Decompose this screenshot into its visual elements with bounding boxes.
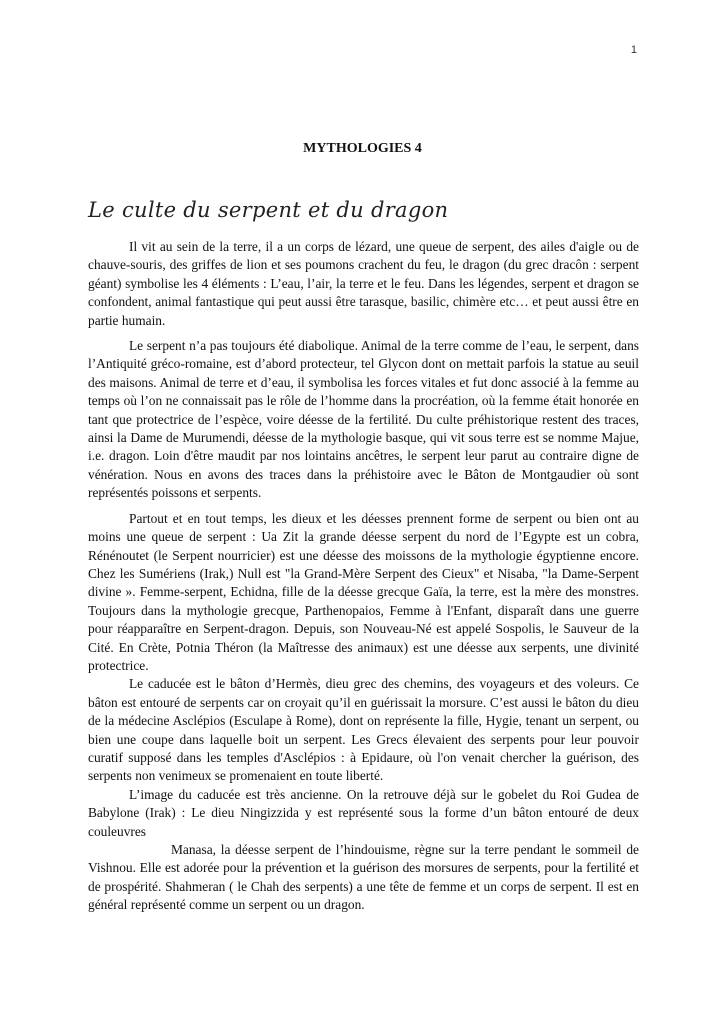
paragraph: Manasa, la déesse serpent de l’hindouisme, règne sur la terre pendant le sommeil de Vishnou. Elle est adorée pour la prévention et la guérison des morsures de serpents, pour la fertilité et de prospérité. Shahmeran ( le Chah des serpents) a une tête de femme et un corps de serpent. Il est en général représenté comme un serpent ou un dragon. (88, 842, 639, 913)
paragraph: Le serpent n’a pas toujours été diabolique. Animal de la terre comme de l’eau, le serpent, dans l’Antiquité gréco-romaine, est d’abord protecteur, tel Glycon dont on mettait parfois la statue au seuil des maisons. Animal de terre et d’eau, il symbolisa les forces vitales et fut donc associé à la femme au temps où l’on ne connaissait pas le rôle de l’homme dans la procréation, où la femme était honorée en tant que protectrice de l’espèce, voire déesse de la fertilité. Du culte préhistorique restent des traces, ainsi la Dame de Murumendi, déesse de la mythologie basque, qui vit sous terre est se nomme Majue, i.e. dragon. Loin d'être maudit par nos lointains ancêtres, le serpent leur parut au contraire digne de vénération. Nous en avons des traces dans la préhistoire avec le Bâton de Montgaudier où sont représentés poissons et serpents. (88, 338, 639, 501)
section-heading: Le culte du serpent et du dragon (88, 198, 449, 222)
document-title: MYTHOLOGIES 4 (303, 141, 422, 156)
paragraph: Il vit au sein de la terre, il a un corps de lézard, une queue de serpent, des ailes d'aigle ou de chauve-souris, des griffes de lion et ses poumons crachent du feu, le dragon (du grec dracôn : serpent géant) symbolise les 4 éléments : L’eau, l’air, la terre et le feu. Dans les légendes, serpent et dragon se confondent, animal fantastique qui peut aussi être tarasque, basilic, chimère etc… et peut aussi être en partie humain. (88, 239, 639, 328)
paragraph: L’image du caducée est très ancienne. On la retrouve déjà sur le gobelet du Roi Gudea de Babylone (Irak) : Le dieu Ningizzida y est représenté sous la forme d’un bâton entouré de deux couleuvres (88, 786, 639, 839)
page-number: 1 (630, 44, 637, 56)
body-text (88, 238, 639, 915)
paragraph: Partout et en tout temps, les dieux et les déesses prennent forme de serpent ou bien ont au moins une queue de serpent : Ua Zit la grande déesse serpent du nord de l’Egypte est un cobra, Rénénoutet (le Serpent nourricier) est une déesse des moissons de la mythologie égyptienne encore. Chez les Sumériens (Irak,) Null est "la Grand-Mère Serpent des Cieux" et Nisaba, "la Dame-Serpent divine ». Femme-serpent, Echidna, fille de la déesse grecque Gaïa, la terre, est la mère des monstres. Toujours dans la mythologie grecque, Parthenopaios, Femme à l'Enfant, disparaît dans une guerre pour réapparaître en Serpent-dragon. Depuis, son Nouveau-Né est appelé Sospolis, le Sauveur de la Cité. En Crète, Potnia Théron (la Maîtresse des animaux) est une déesse aux serpents, une divinité protectrice. (88, 510, 639, 673)
paragraph: Le caducée est le bâton d’Hermès, dieu grec des chemins, des voyageurs et des voleurs. Ce bâton est entouré de serpents car on croyait qu’il en guérissait la morsure. C’est aussi le bâton du dieu de la médecine Asclépios (Esculape à Rome), dont on représente la fille, Hygie, tenant un serpent, ou bien une coupe dans laquelle boit un serpent. Les Grecs élevaient des serpents pour leur pouvoir curatif supposé dans les temples d'Asclépios : à Epidaure, où l'on venait chercher la guérison, des serpents non venimeux se promenaient en toute liberté. (88, 676, 639, 784)
